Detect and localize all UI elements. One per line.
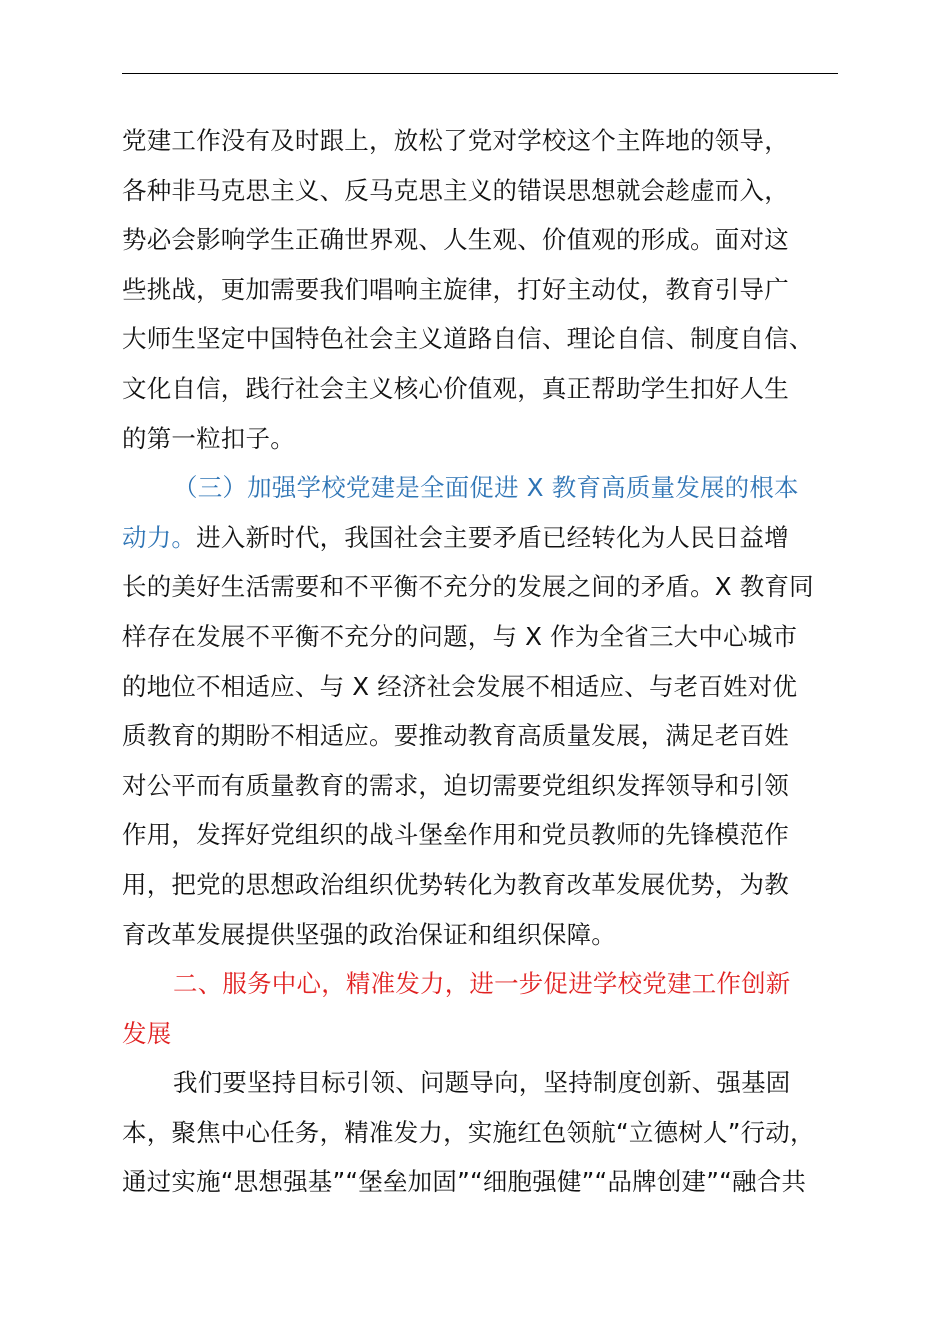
subheading-3-tail: 动力。 bbox=[122, 522, 197, 552]
body-line: 对公平而有质量教育的需求，迫切需要党组织发挥领导和引领 bbox=[122, 770, 789, 800]
body-line: 势必会影响学生正确世界观、人生观、价值观的形成。面对这 bbox=[122, 225, 789, 255]
body-line: 些挑战，更加需要我们唱响主旋律，打好主动仗，教育引导广 bbox=[122, 274, 789, 304]
body-line: 党建工作没有及时跟上，放松了党对学校这个主阵地的领导， bbox=[122, 126, 789, 155]
body-line: 大师生坚定中国特色社会主义道路自信、理论自信、制度自信、 bbox=[122, 324, 814, 354]
body-line: 我们要坚持目标引领、问题导向，坚持制度创新、强基固 bbox=[173, 1068, 791, 1098]
body-line: 的第一粒扣子。 bbox=[122, 423, 295, 453]
body-line: 文化自信，践行社会主义核心价值观，真正帮助学生扣好人生 bbox=[122, 373, 789, 403]
header-rule bbox=[122, 73, 838, 74]
body-line: 本，聚焦中心任务，精准发力，实施红色领航“立德树人”行动， bbox=[122, 1117, 815, 1147]
section-heading-2: 二、服务中心，精准发力，进一步促进学校党建工作创新 bbox=[173, 969, 791, 999]
body-line: 育改革发展提供坚强的政治保证和组织保障。 bbox=[122, 919, 616, 949]
body-line: 作用，发挥好党组织的战斗堡垒作用和党员教师的先锋模范作 bbox=[122, 820, 789, 850]
body-line: 长的美好生活需要和不平衡不充分的发展之间的矛盾。X 教育同 bbox=[122, 572, 814, 602]
body-line-inline: 进入新时代，我国社会主要矛盾已经转化为人民日益增 bbox=[196, 522, 789, 552]
body-line: 样存在发展不平衡不充分的问题，与 X 作为全省三大中心城市 bbox=[122, 621, 798, 651]
subheading-3-continuation bbox=[122, 513, 838, 563]
body-line: 用，把党的思想政治组织优势转化为教育改革发展优势，为教 bbox=[122, 869, 789, 899]
body-line: 各种非马克思主义、反马克思主义的错误思想就会趁虚而入， bbox=[122, 175, 789, 205]
document-body bbox=[122, 116, 838, 1207]
section-heading-2-continuation: 发展 bbox=[122, 1018, 172, 1048]
body-line: 质教育的期盼不相适应。要推动教育高质量发展，满足老百姓 bbox=[122, 721, 789, 751]
body-line: 通过实施“思想强基”“堡垒加固”“细胞强健”“品牌创建”“融合共 bbox=[122, 1167, 807, 1197]
body-line: 的地位不相适应、与 X 经济社会发展不相适应、与老百姓对优 bbox=[122, 671, 798, 701]
subheading-3: （三）加强学校党建是全面促进 X 教育高质量发展的根本 bbox=[173, 473, 799, 503]
